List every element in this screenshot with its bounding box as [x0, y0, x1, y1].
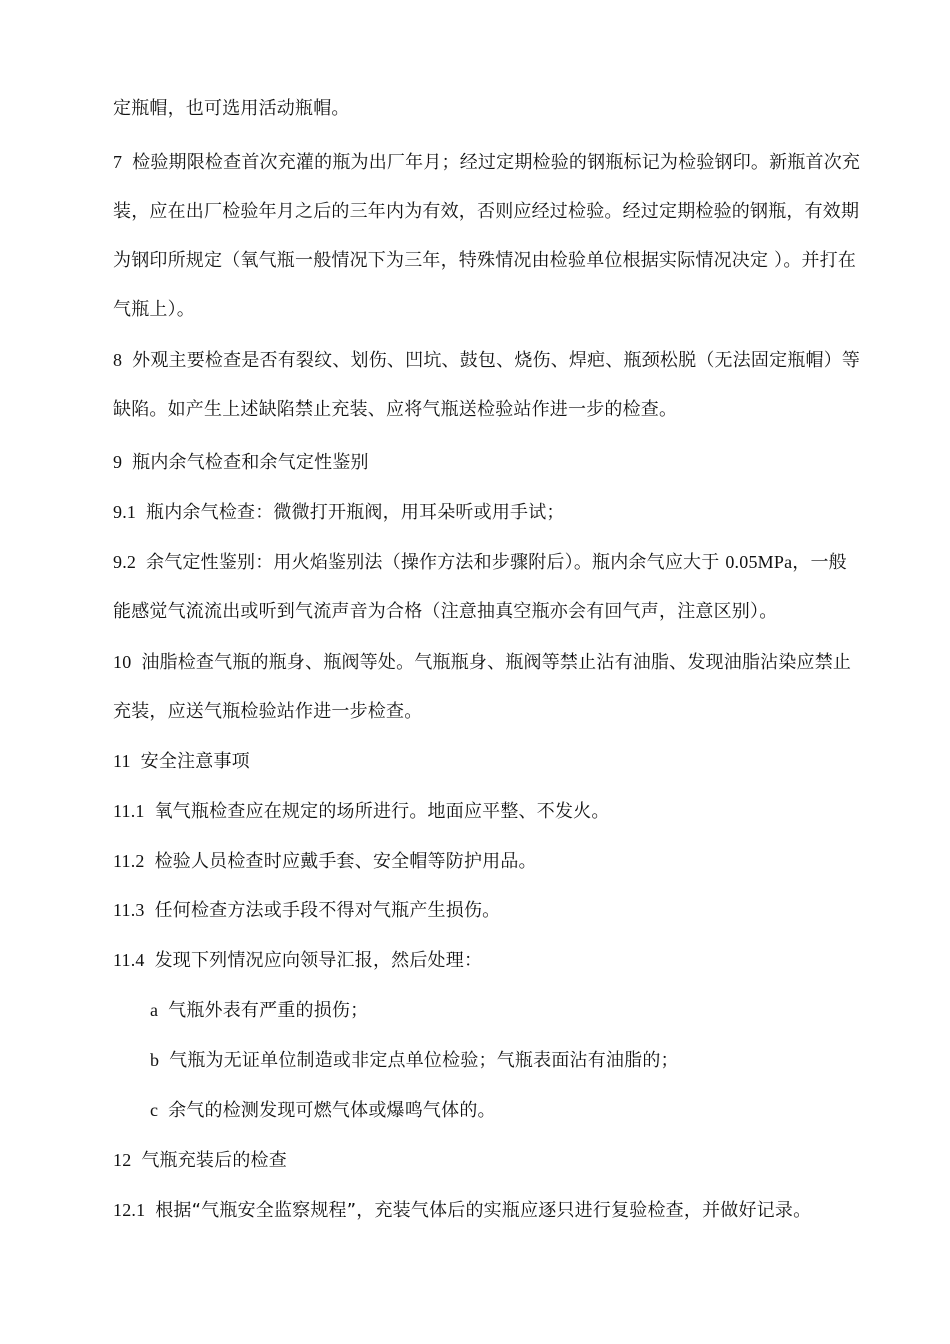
heading-text: 气瓶充装后的检查: [141, 1150, 287, 1171]
paragraph-text: 检验期限检查首次充灌的瓶为出厂年月；经过定期检验的钢瓶标记为检验钢印。新瓶首次充装，应在出厂检验年月之后的三年内为有效，否则应经过检验。经过定期检验的钢瓶，有效期为钢印所规定（氧气瓶一般情况下为三年，特殊情况由检验单位根据实际情况决定 ）。并打在气瓶上）。: [113, 152, 861, 320]
paragraph-text-b: ，一般能感觉气流流出或听到气流声音为合格（注意抽真空瓶亦会有回气声，注意区别）。: [113, 552, 847, 622]
paragraph-7-inspection-period: [113, 138, 865, 334]
paragraph-11-1: [113, 787, 865, 836]
section-number: 8: [113, 350, 123, 370]
section-number: 11.4: [113, 950, 145, 970]
section-number: 11: [113, 751, 131, 771]
paragraph-text: 油脂检查气瓶的瓶身、瓶阀等处。气瓶瓶身、瓶阀等禁止沾有油脂、发现油脂沾染应禁止充装，应送气瓶检验站作进一步检查。: [113, 652, 852, 722]
list-marker: a: [150, 1000, 159, 1020]
paragraph-text: 氧气瓶检查应在规定的场所进行。地面应平整、不发火。: [154, 801, 610, 822]
paragraph-11-3: [113, 886, 865, 935]
section-number: 12: [113, 1150, 132, 1170]
section-number: 11.1: [113, 801, 145, 821]
paragraph-10-grease: [113, 638, 865, 736]
list-item-text: 气瓶为无证单位制造或非定点单位检验；气瓶表面沾有油脂的；: [169, 1050, 679, 1071]
paragraph-11-4: [113, 936, 865, 985]
section-number: 11.3: [113, 900, 145, 920]
list-item-text: 余气的检测发现可燃气体或爆鸣气体的。: [168, 1100, 496, 1121]
list-item-c: [150, 1086, 865, 1135]
paragraph-8-appearance: [113, 336, 865, 434]
heading-12-post-fill: [113, 1136, 865, 1185]
paragraph-text: 任何检查方法或手段不得对气瓶产生损伤。: [154, 900, 501, 921]
section-number: 9.2: [113, 552, 137, 572]
list-item-b: [150, 1036, 865, 1085]
section-number: 9.1: [113, 502, 137, 522]
paragraph-9-2: [113, 538, 865, 636]
list-marker: c: [150, 1100, 159, 1120]
paragraph-text: 外观主要检查是否有裂纹、划伤、凹坑、鼓包、烧伤、焊疤、瓶颈松脱（无法固定瓶帽）等缺陷。如产生上述缺陷禁止充装、应将气瓶送检验站作进一步的检查。: [113, 350, 861, 420]
list-item-text: 气瓶外表有严重的损伤；: [168, 1000, 369, 1021]
paragraph-cap-continuation: [113, 84, 865, 133]
paragraph-text: 根据“气瓶安全监察规程”，充装气体后的实瓶应逐只进行复验检查，并做好记录。: [155, 1200, 812, 1221]
heading-9-residual-gas: [113, 438, 865, 487]
pressure-value: 0.05MPa: [725, 552, 793, 572]
section-number: 12.1: [113, 1200, 146, 1220]
list-item-a: [150, 986, 865, 1035]
list-marker: b: [150, 1050, 160, 1070]
paragraph-text: 发现下列情况应向领导汇报，然后处理：: [154, 950, 483, 971]
section-number: 11.2: [113, 851, 145, 871]
heading-text: 安全注意事项: [140, 751, 250, 772]
paragraph-text: 瓶内余气检查：微微打开瓶阀，用耳朵听或用手试；: [146, 502, 565, 523]
paragraph-11-2: [113, 837, 865, 886]
paragraph-12-1: [113, 1186, 865, 1235]
paragraph-text: 检验人员检查时应戴手套、安全帽等防护用品。: [154, 851, 537, 872]
section-number: 7: [113, 152, 123, 172]
section-number: 10: [113, 652, 132, 672]
paragraph-text: 定瓶帽，也可选用活动瓶帽。: [113, 98, 350, 119]
heading-text: 瓶内余气检查和余气定性鉴别: [132, 452, 369, 473]
heading-11-safety: [113, 737, 865, 786]
paragraph-9-1: [113, 488, 865, 537]
section-number: 9: [113, 452, 123, 472]
paragraph-text-a: 余气定性鉴别：用火焰鉴别法（操作方法和步骤附后）。瓶内余气应大于: [146, 552, 726, 573]
